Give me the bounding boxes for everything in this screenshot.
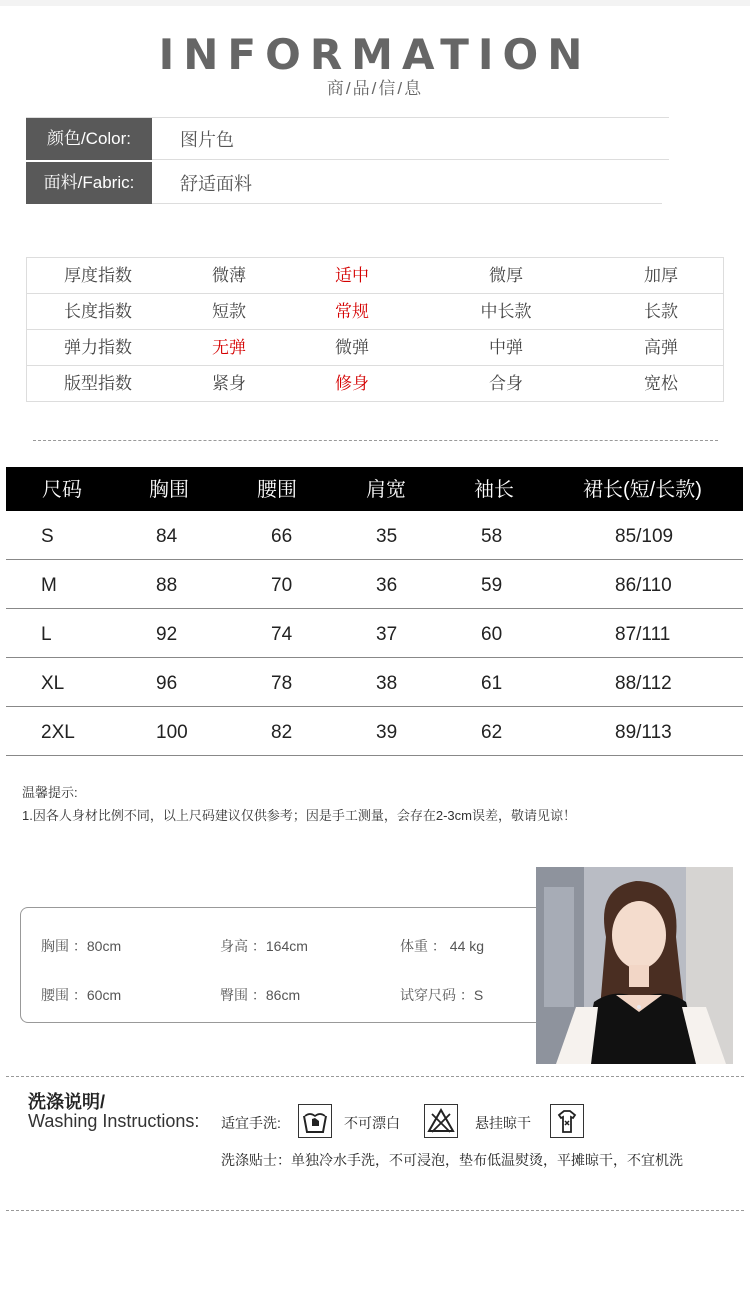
model-waist: 腰围 ：60cm <box>41 987 122 1003</box>
table-cell: 82 <box>271 722 293 743</box>
page-title: INFORMATION <box>158 30 592 79</box>
index-option: 短款 <box>212 302 246 321</box>
table-cell: 58 <box>481 526 503 547</box>
index-row <box>27 258 723 294</box>
attr-value: 舒适面料 <box>180 174 252 194</box>
table-cell: 96 <box>156 673 178 694</box>
index-option-selected: 常规 <box>335 302 369 321</box>
index-option: 宽松 <box>644 374 678 393</box>
index-option-selected: 修身 <box>335 374 369 393</box>
model-height: 身高 ：164cm <box>220 938 308 954</box>
index-option: 合身 <box>489 374 523 393</box>
index-option: 中长款 <box>480 302 532 321</box>
header-cell: 胸围 <box>149 479 189 501</box>
index-option: 加厚 <box>644 266 678 285</box>
notes-title: 温馨提示: <box>22 785 78 800</box>
table-row <box>6 658 743 707</box>
table-cell: 86/110 <box>615 575 672 596</box>
dashed-divider <box>6 1210 744 1211</box>
table-cell: 88/112 <box>615 673 672 694</box>
table-cell: 92 <box>156 624 178 645</box>
dashed-divider <box>6 1076 744 1077</box>
model-info-box <box>20 907 546 1023</box>
table-row <box>6 707 743 756</box>
washing-title: 洗涤说明/ <box>28 1092 106 1112</box>
index-option-selected: 无弹 <box>212 338 246 357</box>
index-option: 微弹 <box>335 338 369 357</box>
index-name: 长度指数 <box>64 302 132 321</box>
index-table <box>26 257 724 402</box>
table-cell: 62 <box>481 722 503 743</box>
header-cell: 肩宽 <box>366 479 406 501</box>
hang-dry-icon <box>550 1104 584 1138</box>
table-cell: 2XL <box>41 722 75 743</box>
model-photo <box>536 867 733 1064</box>
index-row <box>27 330 723 366</box>
model-bust: 胸围 ：80cm <box>41 938 122 954</box>
table-cell: 89/113 <box>615 722 672 743</box>
table-cell: 38 <box>376 673 398 694</box>
table-cell: 36 <box>376 575 398 596</box>
index-option: 长款 <box>644 302 678 321</box>
header-cell: 袖长 <box>474 479 514 501</box>
index-option: 紧身 <box>212 374 246 393</box>
table-cell: 78 <box>271 673 293 694</box>
index-option-selected: 适中 <box>335 266 369 285</box>
page-subtitle: 商/品/信/息 <box>326 79 424 98</box>
header-cell: 裙长(短/长款) <box>583 479 702 501</box>
index-name: 弹力指数 <box>64 338 132 357</box>
index-name: 版型指数 <box>64 374 132 393</box>
model-weight: 体重 ： 44 kg <box>400 938 485 954</box>
no-bleach-label: 不可漂白 <box>344 1115 400 1131</box>
table-cell: 37 <box>376 624 398 645</box>
table-cell: 70 <box>271 575 293 596</box>
attr-row-fabric <box>26 162 662 204</box>
washing-tips: 洗涤贴士：单独冷水手洗，不可浸泡，垫布低温熨烫，平摊晾干，不宜机洗 <box>221 1152 683 1168</box>
index-name: 厚度指数 <box>64 266 132 285</box>
notes-line: 1.因各人身材比例不同，以上尺码建议仅供参考；因是手工测量，会存在2-3cm误差，敬请见谅！ <box>22 808 576 823</box>
attr-label: 面料/Fabric: <box>26 162 152 204</box>
table-cell: XL <box>41 673 65 694</box>
table-row <box>6 560 743 609</box>
table-cell: 59 <box>481 575 503 596</box>
table-cell: 66 <box>271 526 293 547</box>
top-bar <box>0 0 750 6</box>
hang-dry-label: 悬挂晾干 <box>475 1115 531 1131</box>
table-cell: 74 <box>271 624 293 645</box>
table-cell: 84 <box>156 526 178 547</box>
header-cell: 腰围 <box>257 479 297 501</box>
table-cell: L <box>41 624 52 645</box>
index-option: 微厚 <box>489 266 523 285</box>
index-row <box>27 366 723 402</box>
hand-wash-icon <box>298 1104 332 1138</box>
table-cell: 100 <box>156 722 188 743</box>
table-cell: 88 <box>156 575 178 596</box>
index-option: 高弹 <box>644 338 678 357</box>
attr-label: 颜色/Color: <box>26 118 152 160</box>
table-cell: 85/109 <box>615 526 674 547</box>
table-cell: 61 <box>481 673 503 694</box>
washing-title-en: Washing Instructions: <box>28 1111 200 1131</box>
table-cell: 39 <box>376 722 398 743</box>
table-row <box>6 609 743 658</box>
hand-wash-label: 适宜手洗: <box>221 1115 281 1131</box>
table-cell: 87/111 <box>615 624 671 645</box>
header-cell: 尺码 <box>42 479 82 501</box>
attr-row-color <box>26 118 669 160</box>
model-size: 试穿尺码 ：S <box>400 987 484 1003</box>
dashed-divider <box>33 440 718 441</box>
index-option: 中弹 <box>489 338 523 357</box>
model-hip: 臀围 ：86cm <box>220 987 301 1003</box>
table-cell: 35 <box>376 526 398 547</box>
table-cell: S <box>41 526 54 547</box>
index-option: 微薄 <box>212 266 246 285</box>
attr-value: 图片色 <box>180 130 234 150</box>
table-row <box>6 511 743 560</box>
size-table-header <box>6 467 743 511</box>
no-bleach-icon <box>424 1104 458 1138</box>
table-cell: M <box>41 575 57 596</box>
index-row <box>27 294 723 330</box>
table-cell: 60 <box>481 624 503 645</box>
